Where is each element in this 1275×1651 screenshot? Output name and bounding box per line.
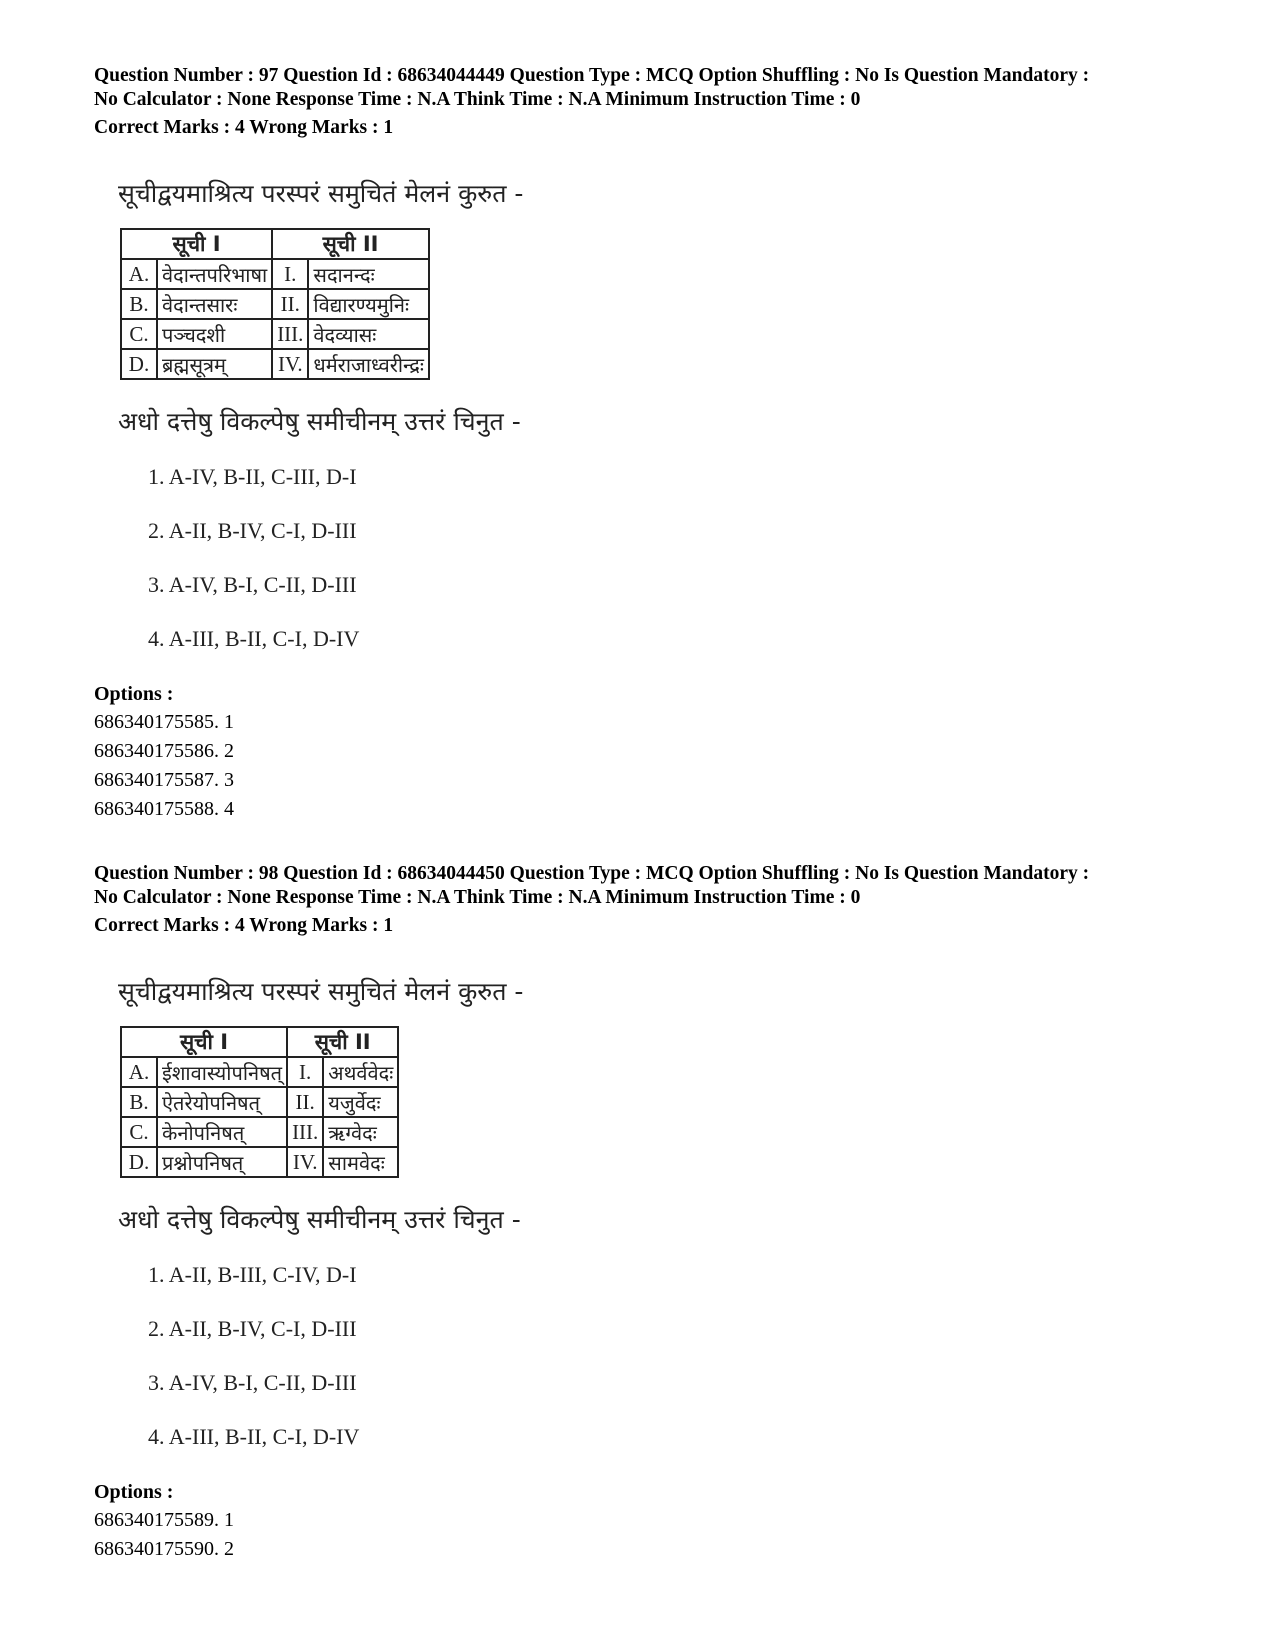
row-label: II.: [287, 1087, 323, 1117]
row-text: प्रश्नोपनिषत्: [157, 1147, 287, 1177]
question-prompt: सूचीद्वयमाश्रित्य परस्परं समुचितं मेलनं कुरुत -: [118, 977, 524, 1006]
option-id: 686340175587. 3: [94, 769, 234, 791]
row-label: II.: [272, 289, 308, 319]
match-table: [120, 228, 430, 380]
question-marks: Correct Marks : 4 Wrong Marks : 1: [94, 117, 394, 138]
row-text: पञ्चदशी: [157, 319, 272, 349]
row-label: IV.: [272, 349, 308, 379]
question-instruction: अधो दत्तेषु विकल्पेषु समीचीनम् उत्तरं चिनुत -: [118, 1205, 521, 1234]
answer-choice: 1. A-IV, B-II, C-III, D-I: [148, 464, 357, 489]
row-label: I.: [272, 259, 308, 289]
row-text: ईशावास्योपनिषत्: [157, 1057, 287, 1087]
row-label: A.: [121, 1057, 157, 1087]
row-text: केनोपनिषत्: [157, 1117, 287, 1147]
question-meta-line: Question Number : 97 Question Id : 68634044449 Question Type : MCQ Option Shuffling : No Is Question Mandatory :: [94, 65, 1090, 86]
row-label: III.: [272, 319, 308, 349]
row-label: C.: [121, 1117, 157, 1147]
row-text: ब्रह्मसूत्रम्: [157, 349, 272, 379]
row-text: वेदान्तपरिभाषा: [157, 259, 272, 289]
row-text: यजुर्वेदः: [323, 1087, 398, 1117]
row-text: सदानन्दः: [308, 259, 428, 289]
question-meta-line: Question Number : 98 Question Id : 68634044450 Question Type : MCQ Option Shuffling : No Is Question Mandatory :: [94, 863, 1090, 884]
row-label: A.: [121, 259, 157, 289]
row-text: ऐतरेयोपनिषत्: [157, 1087, 287, 1117]
table-row: [121, 1117, 398, 1147]
row-label: IV.: [287, 1147, 323, 1177]
table-header-list-2: सूची II: [287, 1027, 398, 1057]
answer-choice: 3. A-IV, B-I, C-II, D-III: [148, 572, 357, 597]
table-row: [121, 1147, 398, 1177]
table-row: [121, 1057, 398, 1087]
row-label: III.: [287, 1117, 323, 1147]
options-heading: Options :: [94, 683, 174, 705]
row-text: धर्मराजाध्वरीन्द्रः: [308, 349, 428, 379]
row-text: विद्यारण्यमुनिः: [308, 289, 428, 319]
question-instruction: अधो दत्तेषु विकल्पेषु समीचीनम् उत्तरं चिनुत -: [118, 407, 521, 436]
option-id: 686340175585. 1: [94, 711, 234, 733]
row-text: वेदान्तसारः: [157, 289, 272, 319]
answer-choice: 1. A-II, B-III, C-IV, D-I: [148, 1262, 357, 1287]
answer-choice: 4. A-III, B-II, C-I, D-IV: [148, 1424, 360, 1449]
question-prompt: सूचीद्वयमाश्रित्य परस्परं समुचितं मेलनं कुरुत -: [118, 179, 524, 208]
question-meta-line: No Calculator : None Response Time : N.A Think Time : N.A Minimum Instruction Time : 0: [94, 89, 861, 110]
row-text: अथर्ववेदः: [323, 1057, 398, 1087]
table-header-list-1: सूची I: [121, 229, 272, 259]
option-id: 686340175590. 2: [94, 1538, 234, 1560]
row-text: वेदव्यासः: [308, 319, 428, 349]
answer-choice: 4. A-III, B-II, C-I, D-IV: [148, 626, 360, 651]
answer-choice: 2. A-II, B-IV, C-I, D-III: [148, 518, 357, 543]
table-row: [121, 319, 429, 349]
table-header-list-2: सूची II: [272, 229, 429, 259]
row-text: ऋग्वेदः: [323, 1117, 398, 1147]
row-label: D.: [121, 1147, 157, 1177]
option-id: 686340175589. 1: [94, 1509, 234, 1531]
row-label: C.: [121, 319, 157, 349]
table-row: [121, 289, 429, 319]
row-text: सामवेदः: [323, 1147, 398, 1177]
table-row: [121, 1087, 398, 1117]
row-label: B.: [121, 289, 157, 319]
row-label: I.: [287, 1057, 323, 1087]
table-header-list-1: सूची I: [121, 1027, 287, 1057]
question-marks: Correct Marks : 4 Wrong Marks : 1: [94, 915, 394, 936]
row-label: D.: [121, 349, 157, 379]
answer-choice: 2. A-II, B-IV, C-I, D-III: [148, 1316, 357, 1341]
table-row: [121, 259, 429, 289]
table-row: [121, 349, 429, 379]
question-meta-line: No Calculator : None Response Time : N.A Think Time : N.A Minimum Instruction Time : 0: [94, 887, 861, 908]
option-id: 686340175588. 4: [94, 798, 234, 820]
match-table: [120, 1026, 399, 1178]
options-heading: Options :: [94, 1481, 174, 1503]
option-id: 686340175586. 2: [94, 740, 234, 762]
row-label: B.: [121, 1087, 157, 1117]
answer-choice: 3. A-IV, B-I, C-II, D-III: [148, 1370, 357, 1395]
